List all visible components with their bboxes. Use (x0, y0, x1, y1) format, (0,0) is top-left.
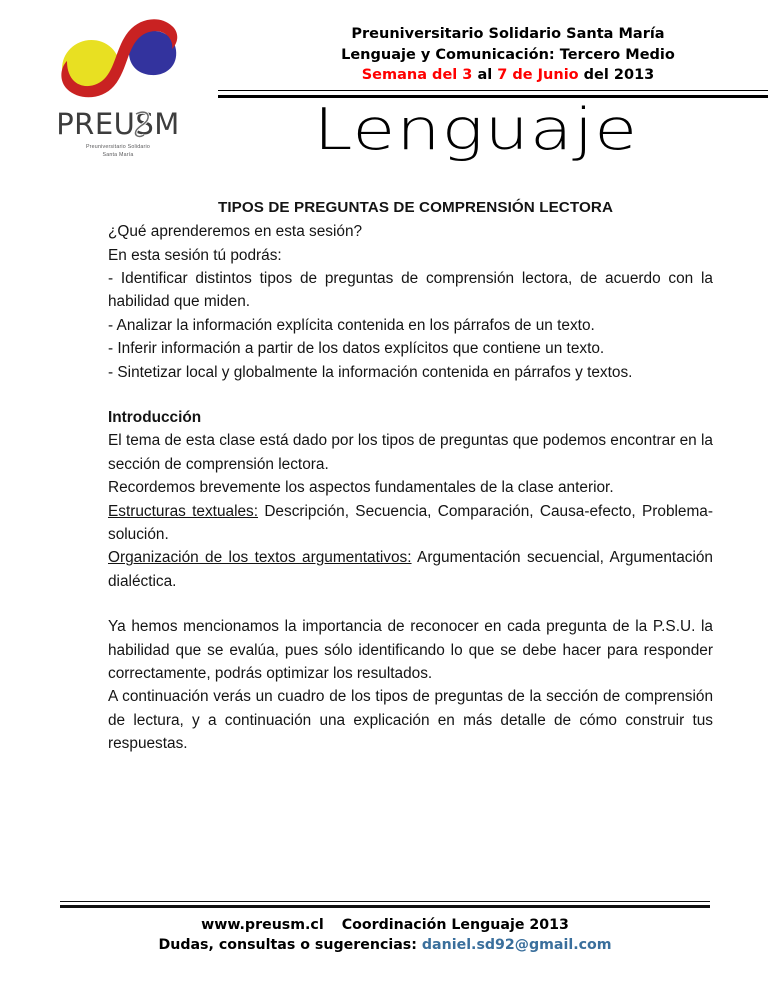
header-line-week (270, 65, 746, 86)
footer-line-2 (60, 935, 710, 956)
week-range-end: 7 de Junio (497, 67, 579, 84)
objective-item: - Inferir información a partir de los datos explícitos que contiene un texto. (108, 340, 605, 358)
definition-organizacion-textos (108, 546, 713, 593)
intro-paragraph-1: El tema de esta clase está dado por los tipos de preguntas que podemos encontrar en la sección de comprensión lectora. (108, 432, 713, 473)
spacer (108, 384, 713, 406)
footer-line-1 (60, 915, 710, 936)
document-header (0, 0, 768, 176)
document-body (108, 196, 713, 756)
definition-text: Argumentación secuencial, Argumentación dialéctica. (108, 549, 713, 590)
definition-term: Organización de los textos argumentativos: (108, 549, 412, 567)
subject-title: Lenguaje (313, 97, 639, 163)
footer-divider-rule (60, 901, 710, 908)
week-year: del 2013 (578, 67, 655, 84)
objective-item: - Sintetizar local y globalmente la información contenida en párrafos y textos. (108, 363, 633, 381)
footer-website[interactable]: www.preusm.cl (201, 916, 324, 933)
week-connector: al (472, 67, 498, 84)
learning-question: ¿Qué aprenderemos en esta sesión? (108, 223, 363, 241)
header-institution-block (270, 24, 746, 86)
page-title: TIPOS DE PREGUNTAS DE COMPRENSIÓN LECTORA (217, 199, 614, 216)
intro-paragraph-2: Recordemos brevemente los aspectos fundamentales de la clase anterior. (108, 479, 614, 497)
objective-item: - Analizar la información explícita contenida en los párrafos de un texto. (108, 316, 595, 334)
svg-text:PREUSM: PREUSM (56, 108, 180, 141)
footer-email-link[interactable]: daniel.sd92@gmail.com (421, 937, 612, 954)
body-paragraph-psu: Ya hemos mencionamos la importancia de reconocer en cada pregunta de la P.S.U. la habilidad que se evalúa, pues sólo identificando lo que se debe hacer para responder correctamente, podrás optimizar los resultados. (108, 618, 713, 682)
header-line-institution: Preuniversitario Solidario Santa María (351, 26, 665, 42)
objective-item: - Identificar distintos tipos de preguntas de comprensión lectora, de acuerdo con la habilidad que miden. (108, 269, 713, 311)
week-range-start: Semana del 3 (361, 67, 473, 84)
spacer (108, 593, 713, 615)
logo-subtitle-line-2: Santa María (102, 151, 134, 158)
session-intro: En esta sesión tú podrás: (108, 246, 282, 264)
footer-coordination: Coordinación Lenguaje 2013 (341, 916, 569, 933)
footer-contact-label: Dudas, consultas o sugerencias: (158, 937, 417, 954)
subject-title-band (218, 90, 768, 162)
definition-estructuras-textuales (108, 500, 713, 547)
definition-term: Estructuras textuales: (108, 502, 259, 520)
section-heading-introduccion: Introducción (108, 408, 202, 426)
body-paragraph-continuacion: A continuación verás un cuadro de los tipos de preguntas de la sección de comprensión de lectura, y a continuación una explicación en más detalle de cómo construir tus respuestas. (108, 688, 713, 753)
preusm-logo-mark-icon (48, 18, 188, 110)
definition-text: Descripción, Secuencia, Comparación, Causa-efecto, Problema- solución. (108, 502, 713, 543)
logo-subtitle-line-1: Preuniversitario Solidario (85, 144, 151, 150)
document-footer (60, 901, 710, 956)
header-line-subject: Lenguaje y Comunicación: Tercero Medio (341, 46, 675, 63)
